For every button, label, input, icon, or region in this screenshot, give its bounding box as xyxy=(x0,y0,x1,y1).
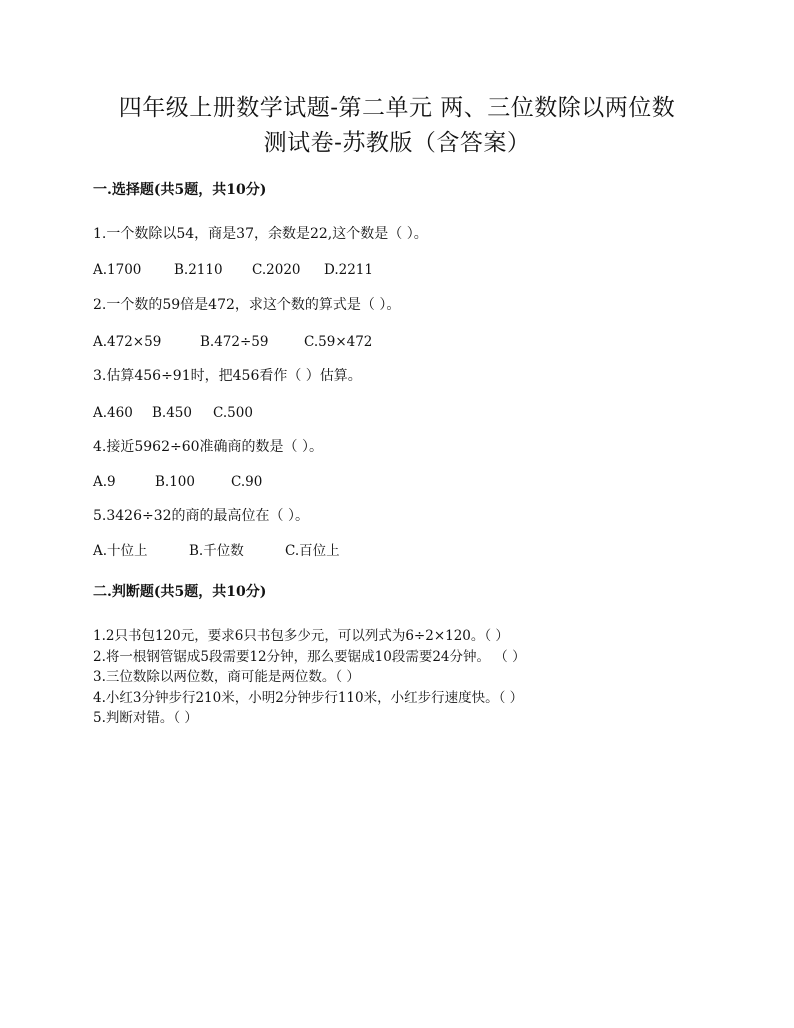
option-b: B.100 xyxy=(155,474,195,490)
option-a: A.十位上 xyxy=(93,543,148,559)
question-3-options xyxy=(93,404,253,422)
section-heading-judge: 二.判断题(共5题，共10分) xyxy=(93,584,267,600)
option-c: C.2020 xyxy=(252,262,301,278)
page-title-line2: 测试卷-苏教版（含答案） xyxy=(263,130,531,156)
question-2: 2.一个数的59倍是472，求这个数的算式是（ ）。 xyxy=(93,297,401,313)
judge-item-2: 2.将一根钢管锯成5段需要12分钟，那么要锯成10段需要24分钟。 （ ） xyxy=(93,648,526,665)
question-4: 4.接近5962÷60准确商的数是（ ）。 xyxy=(93,439,323,455)
question-5-options xyxy=(93,542,340,560)
question-3: 3.估算456÷91时，把456看作（ ）估算。 xyxy=(93,368,362,384)
judge-item-5: 5.判断对错。（ ） xyxy=(93,710,198,726)
question-4-options xyxy=(93,473,262,491)
option-a: A.472×59 xyxy=(93,334,162,350)
judge-item-4: 4.小红3分钟步行210米，小明2分钟步行110米，小红步行速度快。（ ） xyxy=(93,689,524,706)
question-5: 5.3426÷32的商的最高位在（ ）。 xyxy=(93,508,309,524)
option-b: B.2110 xyxy=(174,262,223,278)
judge-item-1: 1.2只书包120元，要求6只书包多少元，可以列式为6÷2×120。（ ） xyxy=(93,628,509,644)
option-b: B.450 xyxy=(152,405,192,421)
option-a: A.1700 xyxy=(93,262,142,278)
option-a: A.9 xyxy=(93,474,116,490)
question-2-options xyxy=(93,333,372,351)
option-c: C.500 xyxy=(213,405,253,421)
judge-list xyxy=(93,626,526,729)
option-b: B.472÷59 xyxy=(200,334,269,350)
question-1-options xyxy=(93,261,373,279)
option-c: C.百位上 xyxy=(285,543,340,559)
option-c: C.90 xyxy=(231,474,263,490)
question-1: 1.一个数除以54，商是37，余数是22,这个数是（ ）。 xyxy=(93,226,428,242)
option-d: D.2211 xyxy=(324,262,373,278)
option-b: B.千位数 xyxy=(189,543,244,559)
judge-item-3: 3.三位数除以两位数，商可能是两位数。（ ） xyxy=(93,669,360,685)
option-a: A.460 xyxy=(93,405,133,421)
option-c: C.59×472 xyxy=(304,334,373,350)
section-heading-choice: 一.选择题(共5题，共10分) xyxy=(93,182,267,198)
page-title-line1: 四年级上册数学试题-第二单元 两、三位数除以两位数 xyxy=(118,95,676,121)
